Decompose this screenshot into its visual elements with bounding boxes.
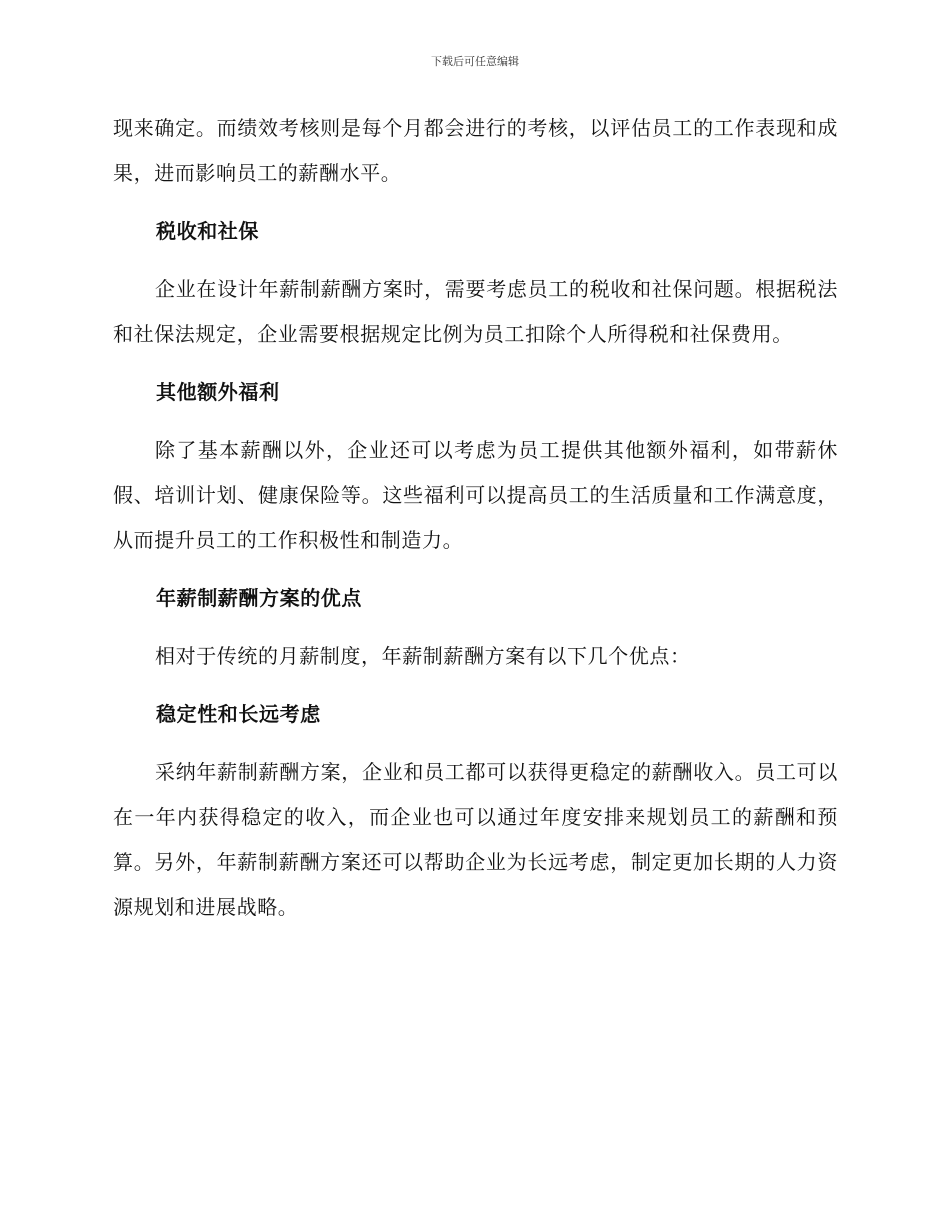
section-heading-stability: 稳定性和长远考虑: [156, 702, 321, 726]
paragraph-benefits: 除了基本薪酬以外，企业还可以考虑为员工提供其他额外福利，如带薪休假、培训计划、健康保险等。这些福利可以提高员工的生活质量和工作满意度，从而提升员工的工作积极性和制造力。: [113, 438, 838, 552]
section-heading-tax: 税收和社保: [156, 219, 259, 243]
document-body: [113, 106, 838, 930]
page-header-note: 下载后可任意编辑: [431, 55, 519, 68]
section-heading-advantages: 年薪制薪酬方案的优点: [156, 586, 362, 610]
paragraph-stability: 采纳年薪制薪酬方案，企业和员工都可以获得更稳定的薪酬收入。员工可以在一年内获得稳定的收入，而企业也可以通过年度安排来规划员工的薪酬和预算。另外，年薪制薪酬方案还可以帮助企业为长远考虑，制定更加长期的人力资源规划和进展战略。: [113, 760, 838, 919]
paragraph-tax: 企业在设计年薪制薪酬方案时，需要考虑员工的税收和社保问题。根据税法和社保法规定，企业需要根据规定比例为员工扣除个人所得税和社保费用。: [113, 277, 838, 346]
section-heading-benefits: 其他额外福利: [156, 380, 280, 404]
paragraph-advantages: 相对于传统的月薪制度，年薪制薪酬方案有以下几个优点：: [155, 644, 691, 668]
paragraph-performance: 现来确定。而绩效考核则是每个月都会进行的考核，以评估员工的工作表现和成果，进而影响员工的薪酬水平。: [113, 116, 838, 185]
